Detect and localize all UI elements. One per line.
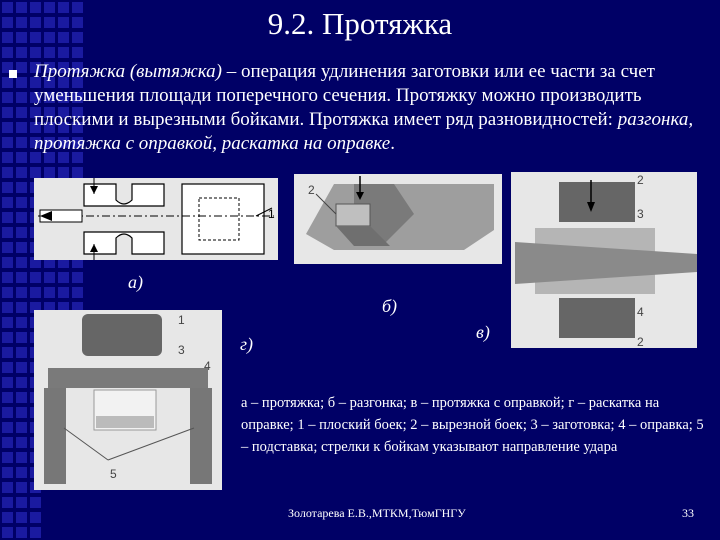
grid-square [2, 137, 13, 148]
grid-square [2, 107, 13, 118]
footer-author: Золотарева Е.В.,МТКМ,ТюмГНГУ [288, 506, 466, 520]
grid-square [2, 182, 13, 193]
grid-square [16, 422, 27, 433]
figure-g-image [34, 310, 222, 490]
figure-g-num4: 4 [204, 359, 211, 373]
grid-square [2, 242, 13, 253]
grid-square [44, 272, 55, 283]
grid-square [72, 272, 83, 283]
grid-square [2, 302, 13, 313]
grid-square [16, 107, 27, 118]
figure-caption: а – протяжка; б – разгонка; в – протяжка с оправкой; г – раскатка на оправке; 1 – плоский боек; 2 – вырезной боек; 3 – заготовка; 4 – оправка; 5 – подставка; стрелки к бойкам указывают направление удара [241, 395, 704, 455]
figure-g-label: г) [240, 334, 254, 354]
grid-square [16, 287, 27, 298]
figure-v-image [511, 172, 697, 348]
grid-square [16, 302, 27, 313]
grid-square [44, 47, 55, 58]
grid-square [16, 182, 27, 193]
grid-square [58, 272, 69, 283]
grid-square [2, 392, 13, 403]
grid-square [2, 257, 13, 268]
figure-g-drawing [34, 310, 222, 490]
grid-square [2, 407, 13, 418]
grid-square [2, 317, 13, 328]
grid-square [2, 452, 13, 463]
grid-square [16, 362, 27, 373]
grid-square [2, 497, 13, 508]
grid-square [16, 227, 27, 238]
figure-b-label: б) [382, 296, 398, 316]
grid-square [16, 77, 27, 88]
grid-square [30, 497, 41, 508]
grid-square [2, 47, 13, 58]
grid-square [30, 512, 41, 523]
grid-square [16, 212, 27, 223]
grid-square [16, 242, 27, 253]
grid-square [16, 452, 27, 463]
figure-a-drawing [34, 178, 278, 260]
grid-square [16, 407, 27, 418]
body-end: . [390, 133, 395, 154]
grid-square [2, 362, 13, 373]
grid-square [16, 47, 27, 58]
figure-v-label: в) [476, 322, 490, 342]
grid-square [30, 272, 41, 283]
grid-square [16, 197, 27, 208]
figure-v-drawing [511, 172, 697, 348]
grid-square [16, 272, 27, 283]
grid-square [2, 422, 13, 433]
grid-square [2, 377, 13, 388]
figure-a-label: а) [128, 272, 143, 292]
grid-square [16, 482, 27, 493]
grid-square [2, 347, 13, 358]
grid-square [2, 437, 13, 448]
body-paragraph [34, 60, 714, 156]
term-lead: Протяжка (вытяжка) [34, 61, 222, 82]
page-number: 33 [682, 506, 694, 520]
grid-square [58, 167, 69, 178]
grid-square [16, 92, 27, 103]
figure-b-num2: 2 [308, 183, 315, 197]
grid-square [2, 527, 13, 538]
grid-square [16, 347, 27, 358]
grid-square [2, 77, 13, 88]
grid-square [16, 167, 27, 178]
grid-square [44, 167, 55, 178]
grid-square [58, 287, 69, 298]
grid-square [16, 122, 27, 133]
figure-v-num4: 4 [637, 305, 644, 319]
grid-square [2, 197, 13, 208]
grid-square [16, 137, 27, 148]
grid-square [16, 437, 27, 448]
grid-square [16, 257, 27, 268]
figure-v-num2b: 2 [637, 335, 644, 348]
grid-square [16, 512, 27, 523]
bullet-icon [9, 70, 17, 78]
grid-square [2, 272, 13, 283]
grid-square [2, 467, 13, 478]
body-text: – операция удлинения заготовки или ее части за счет уменьшения площади поперечного сечения. Протяжку можно производить плоскими и вырезными бойками. Протяжка имеет ряд разновидностей: [34, 61, 655, 130]
figure-a-image [34, 178, 278, 260]
grid-square [16, 467, 27, 478]
grid-square [30, 47, 41, 58]
slide-title: 9.2. Протяжка [267, 6, 453, 41]
grid-square [2, 92, 13, 103]
grid-square [2, 332, 13, 343]
figure-g-num5: 5 [110, 467, 117, 481]
grid-square [16, 332, 27, 343]
figure-g-num3: 3 [178, 343, 185, 357]
figure-b-drawing [294, 174, 502, 264]
grid-square [30, 527, 41, 538]
grid-square [16, 62, 27, 73]
figure-v-num2a: 2 [637, 173, 644, 187]
figure-v-num3: 3 [637, 207, 644, 221]
grid-square [58, 47, 69, 58]
grid-square [16, 152, 27, 163]
figure-b-image [294, 174, 502, 264]
grid-square [30, 287, 41, 298]
figure-a-num1: 1 [268, 207, 275, 221]
grid-square [2, 122, 13, 133]
grid-square [2, 152, 13, 163]
grid-square [16, 392, 27, 403]
grid-square [16, 317, 27, 328]
figure-g-num1: 1 [178, 313, 185, 327]
grid-square [72, 167, 83, 178]
grid-square [2, 287, 13, 298]
grid-square [44, 287, 55, 298]
grid-square [72, 287, 83, 298]
grid-square [16, 497, 27, 508]
grid-square [16, 527, 27, 538]
grid-square [30, 167, 41, 178]
variants-text: разгонка, протяжка с оправкой, раскатка на оправке [34, 109, 694, 154]
grid-square [72, 47, 83, 58]
grid-square [2, 227, 13, 238]
grid-square [2, 212, 13, 223]
grid-square [2, 482, 13, 493]
grid-square [2, 512, 13, 523]
grid-square [16, 377, 27, 388]
grid-square [2, 167, 13, 178]
